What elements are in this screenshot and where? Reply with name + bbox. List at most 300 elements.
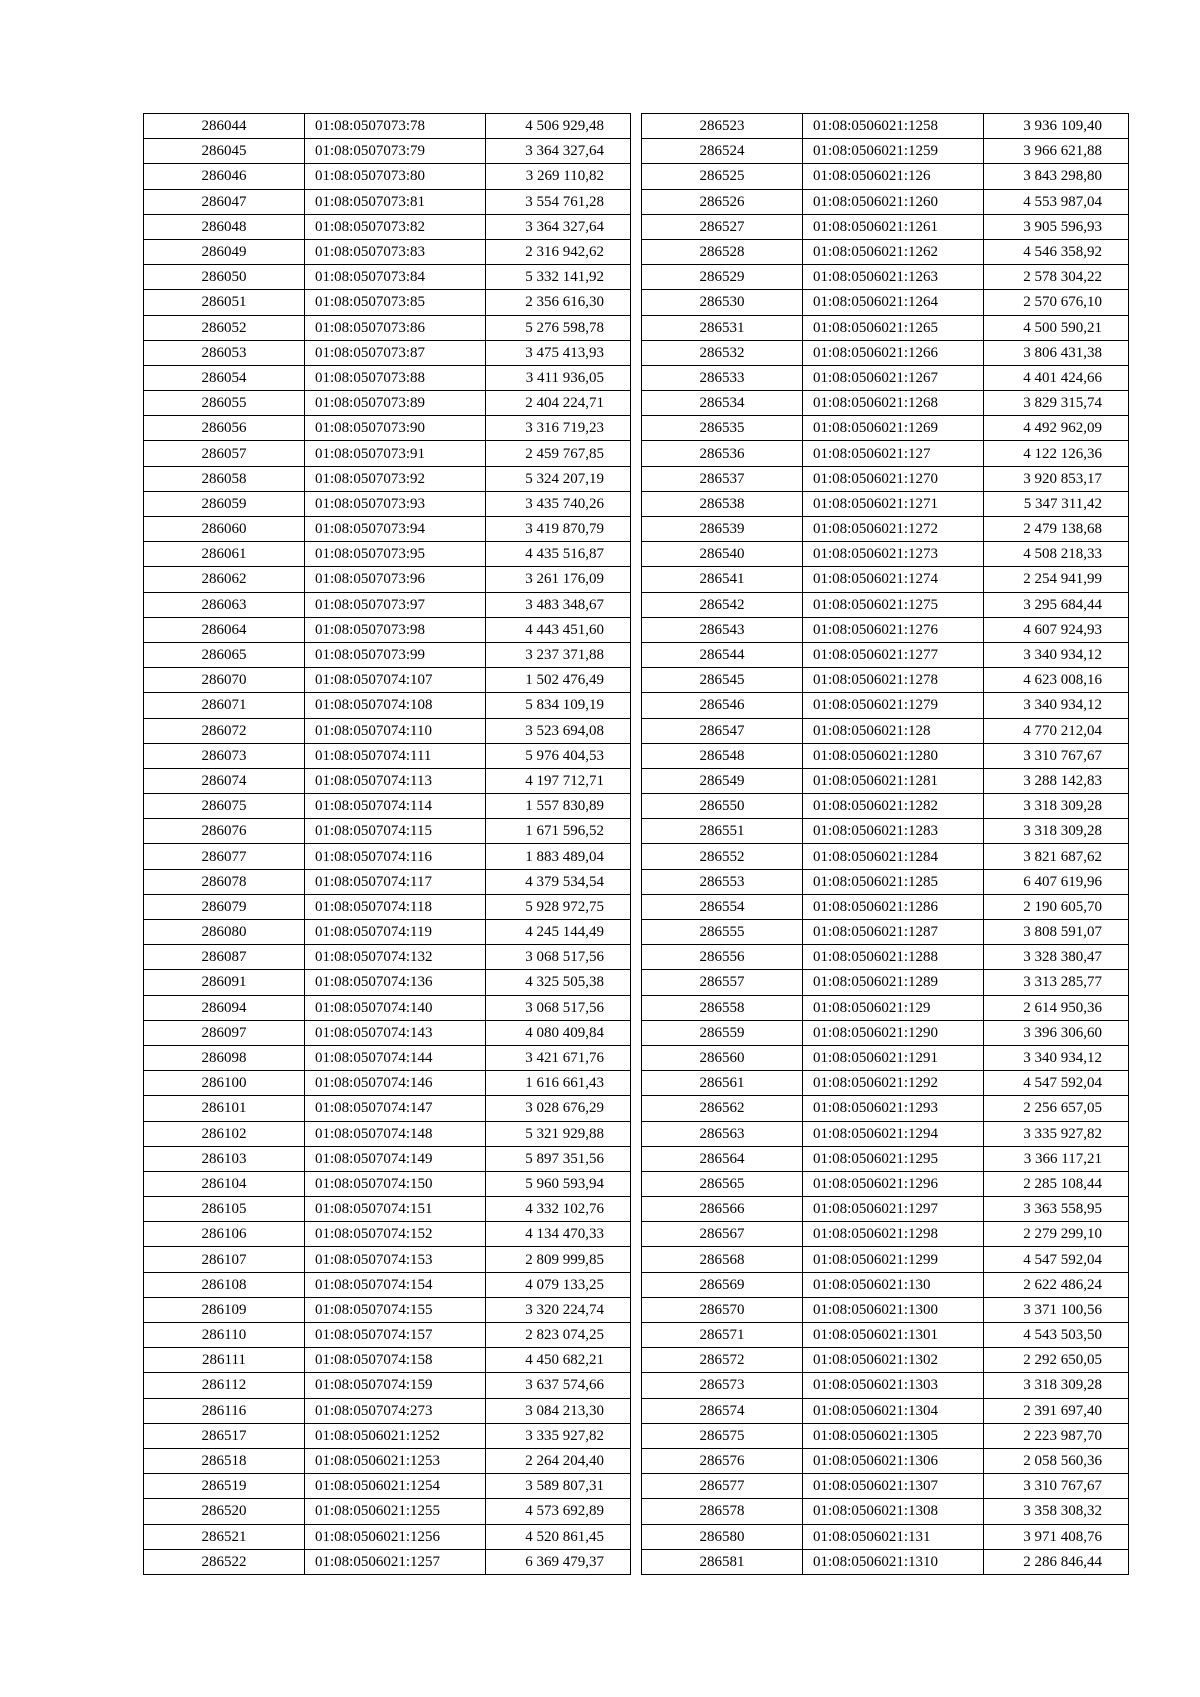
cadastral-number-cell: 01:08:0506021:1255 — [305, 1499, 486, 1524]
value-cell: 3 068 517,56 — [486, 995, 631, 1020]
cadastral-number-cell: 01:08:0506021:1289 — [803, 970, 984, 995]
table-row — [642, 290, 1129, 315]
value-cell: 3 554 761,28 — [486, 189, 631, 214]
table-row — [144, 139, 631, 164]
value-cell: 5 834 109,19 — [486, 693, 631, 718]
table-row — [144, 794, 631, 819]
record-number-cell: 286116 — [144, 1398, 305, 1423]
record-number-cell: 286552 — [642, 844, 803, 869]
cadastral-number-cell: 01:08:0506021:1256 — [305, 1524, 486, 1549]
cadastral-number-cell: 01:08:0506021:1263 — [803, 265, 984, 290]
table-row — [642, 794, 1129, 819]
record-number-cell: 286571 — [642, 1323, 803, 1348]
value-cell: 4 492 962,09 — [984, 416, 1129, 441]
cadastral-number-cell: 01:08:0506021:1273 — [803, 542, 984, 567]
cadastral-number-cell: 01:08:0506021:1297 — [803, 1197, 984, 1222]
cadastral-number-cell: 01:08:0506021:1277 — [803, 642, 984, 667]
record-number-cell: 286049 — [144, 239, 305, 264]
record-number-cell: 286078 — [144, 869, 305, 894]
cadastral-number-cell: 01:08:0506021:1281 — [803, 768, 984, 793]
cadastral-number-cell: 01:08:0506021:1274 — [803, 567, 984, 592]
record-number-cell: 286061 — [144, 542, 305, 567]
value-cell: 4 547 592,04 — [984, 1071, 1129, 1096]
cadastral-number-cell: 01:08:0507073:78 — [305, 114, 486, 139]
table-row — [642, 315, 1129, 340]
record-number-cell: 286108 — [144, 1272, 305, 1297]
table-row — [144, 844, 631, 869]
table-row — [144, 945, 631, 970]
table-row — [144, 1171, 631, 1196]
value-cell: 3 475 413,93 — [486, 340, 631, 365]
record-number-cell: 286091 — [144, 970, 305, 995]
cadastral-number-cell: 01:08:0506021:1266 — [803, 340, 984, 365]
value-cell: 4 770 212,04 — [984, 718, 1129, 743]
record-number-cell: 286578 — [642, 1499, 803, 1524]
value-cell: 3 335 927,82 — [984, 1121, 1129, 1146]
value-cell: 2 292 650,05 — [984, 1348, 1129, 1373]
value-cell: 3 320 224,74 — [486, 1297, 631, 1322]
record-number-cell: 286098 — [144, 1045, 305, 1070]
table-row — [144, 668, 631, 693]
table-row — [642, 1247, 1129, 1272]
record-number-cell: 286051 — [144, 290, 305, 315]
cadastral-number-cell: 01:08:0507073:86 — [305, 315, 486, 340]
value-cell: 5 276 598,78 — [486, 315, 631, 340]
record-number-cell: 286107 — [144, 1247, 305, 1272]
value-cell: 2 622 486,24 — [984, 1272, 1129, 1297]
value-cell: 4 379 534,54 — [486, 869, 631, 894]
cadastral-number-cell: 01:08:0507073:93 — [305, 491, 486, 516]
cadastral-number-cell: 01:08:0507074:117 — [305, 869, 486, 894]
table-row — [642, 920, 1129, 945]
record-number-cell: 286521 — [144, 1524, 305, 1549]
record-number-cell: 286577 — [642, 1474, 803, 1499]
table-row — [642, 1171, 1129, 1196]
table-row — [144, 869, 631, 894]
cadastral-number-cell: 01:08:0506021:130 — [803, 1272, 984, 1297]
cadastral-number-cell: 01:08:0507073:90 — [305, 416, 486, 441]
record-number-cell: 286063 — [144, 592, 305, 617]
table-row — [642, 391, 1129, 416]
cadastral-number-cell: 01:08:0507074:144 — [305, 1045, 486, 1070]
record-number-cell: 286103 — [144, 1146, 305, 1171]
value-cell: 3 371 100,56 — [984, 1297, 1129, 1322]
record-number-cell: 286105 — [144, 1197, 305, 1222]
table-row — [642, 416, 1129, 441]
value-cell: 4 122 126,36 — [984, 441, 1129, 466]
cadastral-number-cell: 01:08:0507073:79 — [305, 139, 486, 164]
value-cell: 4 450 682,21 — [486, 1348, 631, 1373]
table-row — [144, 1222, 631, 1247]
table-row — [144, 1524, 631, 1549]
table-row — [144, 114, 631, 139]
record-number-cell: 286559 — [642, 1020, 803, 1045]
cadastral-number-cell: 01:08:0506021:1279 — [803, 693, 984, 718]
cadastral-number-cell: 01:08:0507073:83 — [305, 239, 486, 264]
value-cell: 4 543 503,50 — [984, 1323, 1129, 1348]
table-row — [144, 340, 631, 365]
record-number-cell: 286553 — [642, 869, 803, 894]
value-cell: 4 435 516,87 — [486, 542, 631, 567]
table-row — [144, 1549, 631, 1574]
value-cell: 2 279 299,10 — [984, 1222, 1129, 1247]
record-number-cell: 286097 — [144, 1020, 305, 1045]
value-cell: 3 318 309,28 — [984, 794, 1129, 819]
cadastral-number-cell: 01:08:0506021:1290 — [803, 1020, 984, 1045]
value-cell: 3 905 596,93 — [984, 214, 1129, 239]
cadastral-number-cell: 01:08:0506021:1288 — [803, 945, 984, 970]
record-number-cell: 286053 — [144, 340, 305, 365]
value-cell: 3 316 719,23 — [486, 416, 631, 441]
value-cell: 3 366 117,21 — [984, 1146, 1129, 1171]
value-cell: 3 310 767,67 — [984, 1474, 1129, 1499]
record-number-cell: 286547 — [642, 718, 803, 743]
cadastral-number-cell: 01:08:0507073:88 — [305, 365, 486, 390]
record-number-cell: 286062 — [144, 567, 305, 592]
table-row — [144, 1398, 631, 1423]
record-number-cell: 286562 — [642, 1096, 803, 1121]
table-row — [144, 239, 631, 264]
table-row — [642, 491, 1129, 516]
value-cell: 3 084 213,30 — [486, 1398, 631, 1423]
value-cell: 3 808 591,07 — [984, 920, 1129, 945]
value-cell: 3 637 574,66 — [486, 1373, 631, 1398]
cadastral-number-cell: 01:08:0507074:146 — [305, 1071, 486, 1096]
record-number-cell: 286087 — [144, 945, 305, 970]
table-row — [144, 214, 631, 239]
table-row — [144, 567, 631, 592]
cadastral-number-cell: 01:08:0507074:136 — [305, 970, 486, 995]
table-row — [144, 365, 631, 390]
record-number-cell: 286056 — [144, 416, 305, 441]
value-cell: 2 223 987,70 — [984, 1423, 1129, 1448]
cadastral-number-cell: 01:08:0506021:1294 — [803, 1121, 984, 1146]
value-cell: 6 369 479,37 — [486, 1549, 631, 1574]
table-row — [144, 517, 631, 542]
value-cell: 3 364 327,64 — [486, 214, 631, 239]
value-cell: 4 080 409,84 — [486, 1020, 631, 1045]
table-row — [642, 1045, 1129, 1070]
record-number-cell: 286519 — [144, 1474, 305, 1499]
value-cell: 3 269 110,82 — [486, 164, 631, 189]
table-row — [144, 642, 631, 667]
value-cell: 2 404 224,71 — [486, 391, 631, 416]
value-cell: 3 411 936,05 — [486, 365, 631, 390]
record-number-cell: 286551 — [642, 819, 803, 844]
table-row — [642, 592, 1129, 617]
record-number-cell: 286052 — [144, 315, 305, 340]
cadastral-number-cell: 01:08:0506021:1284 — [803, 844, 984, 869]
table-row — [642, 542, 1129, 567]
value-cell: 4 573 692,89 — [486, 1499, 631, 1524]
table-row — [642, 517, 1129, 542]
table-row — [144, 1348, 631, 1373]
record-number-cell: 286544 — [642, 642, 803, 667]
record-number-cell: 286546 — [642, 693, 803, 718]
value-cell: 2 190 605,70 — [984, 894, 1129, 919]
record-number-cell: 286528 — [642, 239, 803, 264]
record-number-cell: 286543 — [642, 617, 803, 642]
record-number-cell: 286077 — [144, 844, 305, 869]
value-cell: 3 589 807,31 — [486, 1474, 631, 1499]
cadastral-number-cell: 01:08:0506021:1302 — [803, 1348, 984, 1373]
cadastral-number-cell: 01:08:0507074:114 — [305, 794, 486, 819]
table-row — [642, 340, 1129, 365]
table-row — [144, 189, 631, 214]
record-number-cell: 286079 — [144, 894, 305, 919]
cadastral-number-cell: 01:08:0507074:158 — [305, 1348, 486, 1373]
value-cell: 2 254 941,99 — [984, 567, 1129, 592]
table-row — [642, 139, 1129, 164]
value-cell: 3 821 687,62 — [984, 844, 1129, 869]
record-number-cell: 286527 — [642, 214, 803, 239]
record-number-cell: 286545 — [642, 668, 803, 693]
cadastral-number-cell: 01:08:0507073:99 — [305, 642, 486, 667]
record-number-cell: 286576 — [642, 1448, 803, 1473]
value-cell: 4 325 505,38 — [486, 970, 631, 995]
table-row — [144, 466, 631, 491]
cadastral-number-cell: 01:08:0506021:1308 — [803, 1499, 984, 1524]
table-row — [144, 542, 631, 567]
table-row — [144, 1499, 631, 1524]
record-number-cell: 286100 — [144, 1071, 305, 1096]
value-cell: 3 295 684,44 — [984, 592, 1129, 617]
value-cell: 2 391 697,40 — [984, 1398, 1129, 1423]
value-cell: 3 261 176,09 — [486, 567, 631, 592]
record-number-cell: 286568 — [642, 1247, 803, 1272]
record-number-cell: 286549 — [642, 768, 803, 793]
table-row — [144, 290, 631, 315]
value-cell: 3 829 315,74 — [984, 391, 1129, 416]
table-row — [642, 214, 1129, 239]
value-cell: 1 616 661,43 — [486, 1071, 631, 1096]
value-cell: 4 245 144,49 — [486, 920, 631, 945]
table-row — [642, 819, 1129, 844]
cadastral-number-cell: 01:08:0507074:155 — [305, 1297, 486, 1322]
record-number-cell: 286074 — [144, 768, 305, 793]
value-cell: 3 310 767,67 — [984, 743, 1129, 768]
value-cell: 3 419 870,79 — [486, 517, 631, 542]
table-row — [642, 1121, 1129, 1146]
record-number-cell: 286525 — [642, 164, 803, 189]
record-number-cell: 286524 — [642, 139, 803, 164]
table-row — [144, 1096, 631, 1121]
table-row — [642, 1398, 1129, 1423]
cadastral-number-cell: 01:08:0506021:131 — [803, 1524, 984, 1549]
record-number-cell: 286564 — [642, 1146, 803, 1171]
value-cell: 3 843 298,80 — [984, 164, 1129, 189]
record-number-cell: 286094 — [144, 995, 305, 1020]
cadastral-number-cell: 01:08:0506021:1271 — [803, 491, 984, 516]
record-number-cell: 286531 — [642, 315, 803, 340]
table-row — [642, 617, 1129, 642]
value-cell: 3 523 694,08 — [486, 718, 631, 743]
record-number-cell: 286561 — [642, 1071, 803, 1096]
table-row — [144, 617, 631, 642]
table-row — [144, 743, 631, 768]
value-cell: 3 068 517,56 — [486, 945, 631, 970]
table-row — [144, 693, 631, 718]
cadastral-number-cell: 01:08:0507074:149 — [305, 1146, 486, 1171]
cadastral-number-cell: 01:08:0506021:126 — [803, 164, 984, 189]
table-row — [642, 642, 1129, 667]
value-cell: 3 483 348,67 — [486, 592, 631, 617]
cadastral-number-cell: 01:08:0507074:107 — [305, 668, 486, 693]
cadastral-number-cell: 01:08:0506021:1261 — [803, 214, 984, 239]
table-row — [642, 743, 1129, 768]
value-cell: 5 332 141,92 — [486, 265, 631, 290]
table-row — [642, 1323, 1129, 1348]
value-cell: 2 286 846,44 — [984, 1549, 1129, 1574]
table-row — [144, 1448, 631, 1473]
value-cell: 3 435 740,26 — [486, 491, 631, 516]
cadastral-table-left — [143, 113, 631, 1575]
table-row — [642, 1020, 1129, 1045]
cadastral-number-cell: 01:08:0507074:118 — [305, 894, 486, 919]
table-row — [144, 391, 631, 416]
record-number-cell: 286535 — [642, 416, 803, 441]
cadastral-number-cell: 01:08:0506021:1285 — [803, 869, 984, 894]
table-row — [642, 164, 1129, 189]
record-number-cell: 286529 — [642, 265, 803, 290]
table-row — [642, 567, 1129, 592]
cadastral-number-cell: 01:08:0506021:127 — [803, 441, 984, 466]
table-row — [642, 1474, 1129, 1499]
value-cell: 3 358 308,32 — [984, 1499, 1129, 1524]
record-number-cell: 286075 — [144, 794, 305, 819]
value-cell: 2 570 676,10 — [984, 290, 1129, 315]
table-row — [642, 945, 1129, 970]
table-row — [144, 768, 631, 793]
table-row — [642, 693, 1129, 718]
cadastral-number-cell: 01:08:0507074:110 — [305, 718, 486, 743]
value-cell: 1 557 830,89 — [486, 794, 631, 819]
table-row — [642, 1197, 1129, 1222]
cadastral-number-cell: 01:08:0507074:115 — [305, 819, 486, 844]
table-row — [642, 189, 1129, 214]
table-row — [642, 1071, 1129, 1096]
cadastral-number-cell: 01:08:0506021:1270 — [803, 466, 984, 491]
record-number-cell: 286517 — [144, 1423, 305, 1448]
cadastral-number-cell: 01:08:0507074:154 — [305, 1272, 486, 1297]
cadastral-number-cell: 01:08:0506021:1287 — [803, 920, 984, 945]
value-cell: 2 058 560,36 — [984, 1448, 1129, 1473]
record-number-cell: 286573 — [642, 1373, 803, 1398]
table-row — [144, 1020, 631, 1045]
record-number-cell: 286533 — [642, 365, 803, 390]
cadastral-table-right — [641, 113, 1129, 1575]
cadastral-number-cell: 01:08:0507073:91 — [305, 441, 486, 466]
cadastral-number-cell: 01:08:0506021:1267 — [803, 365, 984, 390]
cadastral-number-cell: 01:08:0506021:1272 — [803, 517, 984, 542]
table-row — [642, 844, 1129, 869]
cadastral-number-cell: 01:08:0506021:1299 — [803, 1247, 984, 1272]
record-number-cell: 286047 — [144, 189, 305, 214]
table-row — [144, 1474, 631, 1499]
cadastral-number-cell: 01:08:0506021:1298 — [803, 1222, 984, 1247]
value-cell: 3 328 380,47 — [984, 945, 1129, 970]
cadastral-number-cell: 01:08:0507074:119 — [305, 920, 486, 945]
cadastral-number-cell: 01:08:0507074:157 — [305, 1323, 486, 1348]
cadastral-number-cell: 01:08:0506021:1282 — [803, 794, 984, 819]
table-row — [642, 1146, 1129, 1171]
record-number-cell: 286548 — [642, 743, 803, 768]
cadastral-number-cell: 01:08:0507074:108 — [305, 693, 486, 718]
table-row — [642, 1348, 1129, 1373]
value-cell: 1 502 476,49 — [486, 668, 631, 693]
record-number-cell: 286542 — [642, 592, 803, 617]
cadastral-number-cell: 01:08:0506021:128 — [803, 718, 984, 743]
value-cell: 3 920 853,17 — [984, 466, 1129, 491]
record-number-cell: 286522 — [144, 1549, 305, 1574]
record-number-cell: 286055 — [144, 391, 305, 416]
record-number-cell: 286530 — [642, 290, 803, 315]
value-cell: 3 237 371,88 — [486, 642, 631, 667]
record-number-cell: 286048 — [144, 214, 305, 239]
table-row — [642, 1222, 1129, 1247]
cadastral-number-cell: 01:08:0506021:1280 — [803, 743, 984, 768]
value-cell: 5 324 207,19 — [486, 466, 631, 491]
value-cell: 5 976 404,53 — [486, 743, 631, 768]
table-row — [642, 1272, 1129, 1297]
table-row — [144, 1146, 631, 1171]
table-row — [642, 1096, 1129, 1121]
cadastral-number-cell: 01:08:0507073:89 — [305, 391, 486, 416]
cadastral-number-cell: 01:08:0507073:87 — [305, 340, 486, 365]
table-row — [144, 1247, 631, 1272]
record-number-cell: 286540 — [642, 542, 803, 567]
record-number-cell: 286534 — [642, 391, 803, 416]
record-number-cell: 286523 — [642, 114, 803, 139]
table-row — [144, 1071, 631, 1096]
cadastral-number-cell: 01:08:0507073:97 — [305, 592, 486, 617]
record-number-cell: 286073 — [144, 743, 305, 768]
table-row — [642, 1524, 1129, 1549]
record-number-cell: 286060 — [144, 517, 305, 542]
table-row — [642, 1423, 1129, 1448]
record-number-cell: 286101 — [144, 1096, 305, 1121]
cadastral-number-cell: 01:08:0506021:1306 — [803, 1448, 984, 1473]
cadastral-number-cell: 01:08:0507074:150 — [305, 1171, 486, 1196]
cadastral-number-cell: 01:08:0507073:94 — [305, 517, 486, 542]
value-cell: 5 321 929,88 — [486, 1121, 631, 1146]
value-cell: 1 671 596,52 — [486, 819, 631, 844]
cadastral-number-cell: 01:08:0506021:1283 — [803, 819, 984, 844]
value-cell: 4 443 451,60 — [486, 617, 631, 642]
value-cell: 4 546 358,92 — [984, 239, 1129, 264]
table-row — [642, 1373, 1129, 1398]
cadastral-number-cell: 01:08:0506021:1295 — [803, 1146, 984, 1171]
value-cell: 3 421 671,76 — [486, 1045, 631, 1070]
value-cell: 3 364 327,64 — [486, 139, 631, 164]
cadastral-number-cell: 01:08:0506021:1292 — [803, 1071, 984, 1096]
value-cell: 2 823 074,25 — [486, 1323, 631, 1348]
table-row — [642, 668, 1129, 693]
cadastral-number-cell: 01:08:0507074:143 — [305, 1020, 486, 1045]
cadastral-number-cell: 01:08:0507074:152 — [305, 1222, 486, 1247]
table-row — [144, 894, 631, 919]
record-number-cell: 286109 — [144, 1297, 305, 1322]
table-row — [642, 441, 1129, 466]
table-row — [642, 1549, 1129, 1574]
cadastral-number-cell: 01:08:0506021:1296 — [803, 1171, 984, 1196]
record-number-cell: 286569 — [642, 1272, 803, 1297]
record-number-cell: 286050 — [144, 265, 305, 290]
cadastral-number-cell: 01:08:0507074:148 — [305, 1121, 486, 1146]
record-number-cell: 286054 — [144, 365, 305, 390]
cadastral-number-cell: 01:08:0506021:1264 — [803, 290, 984, 315]
table-row — [144, 265, 631, 290]
